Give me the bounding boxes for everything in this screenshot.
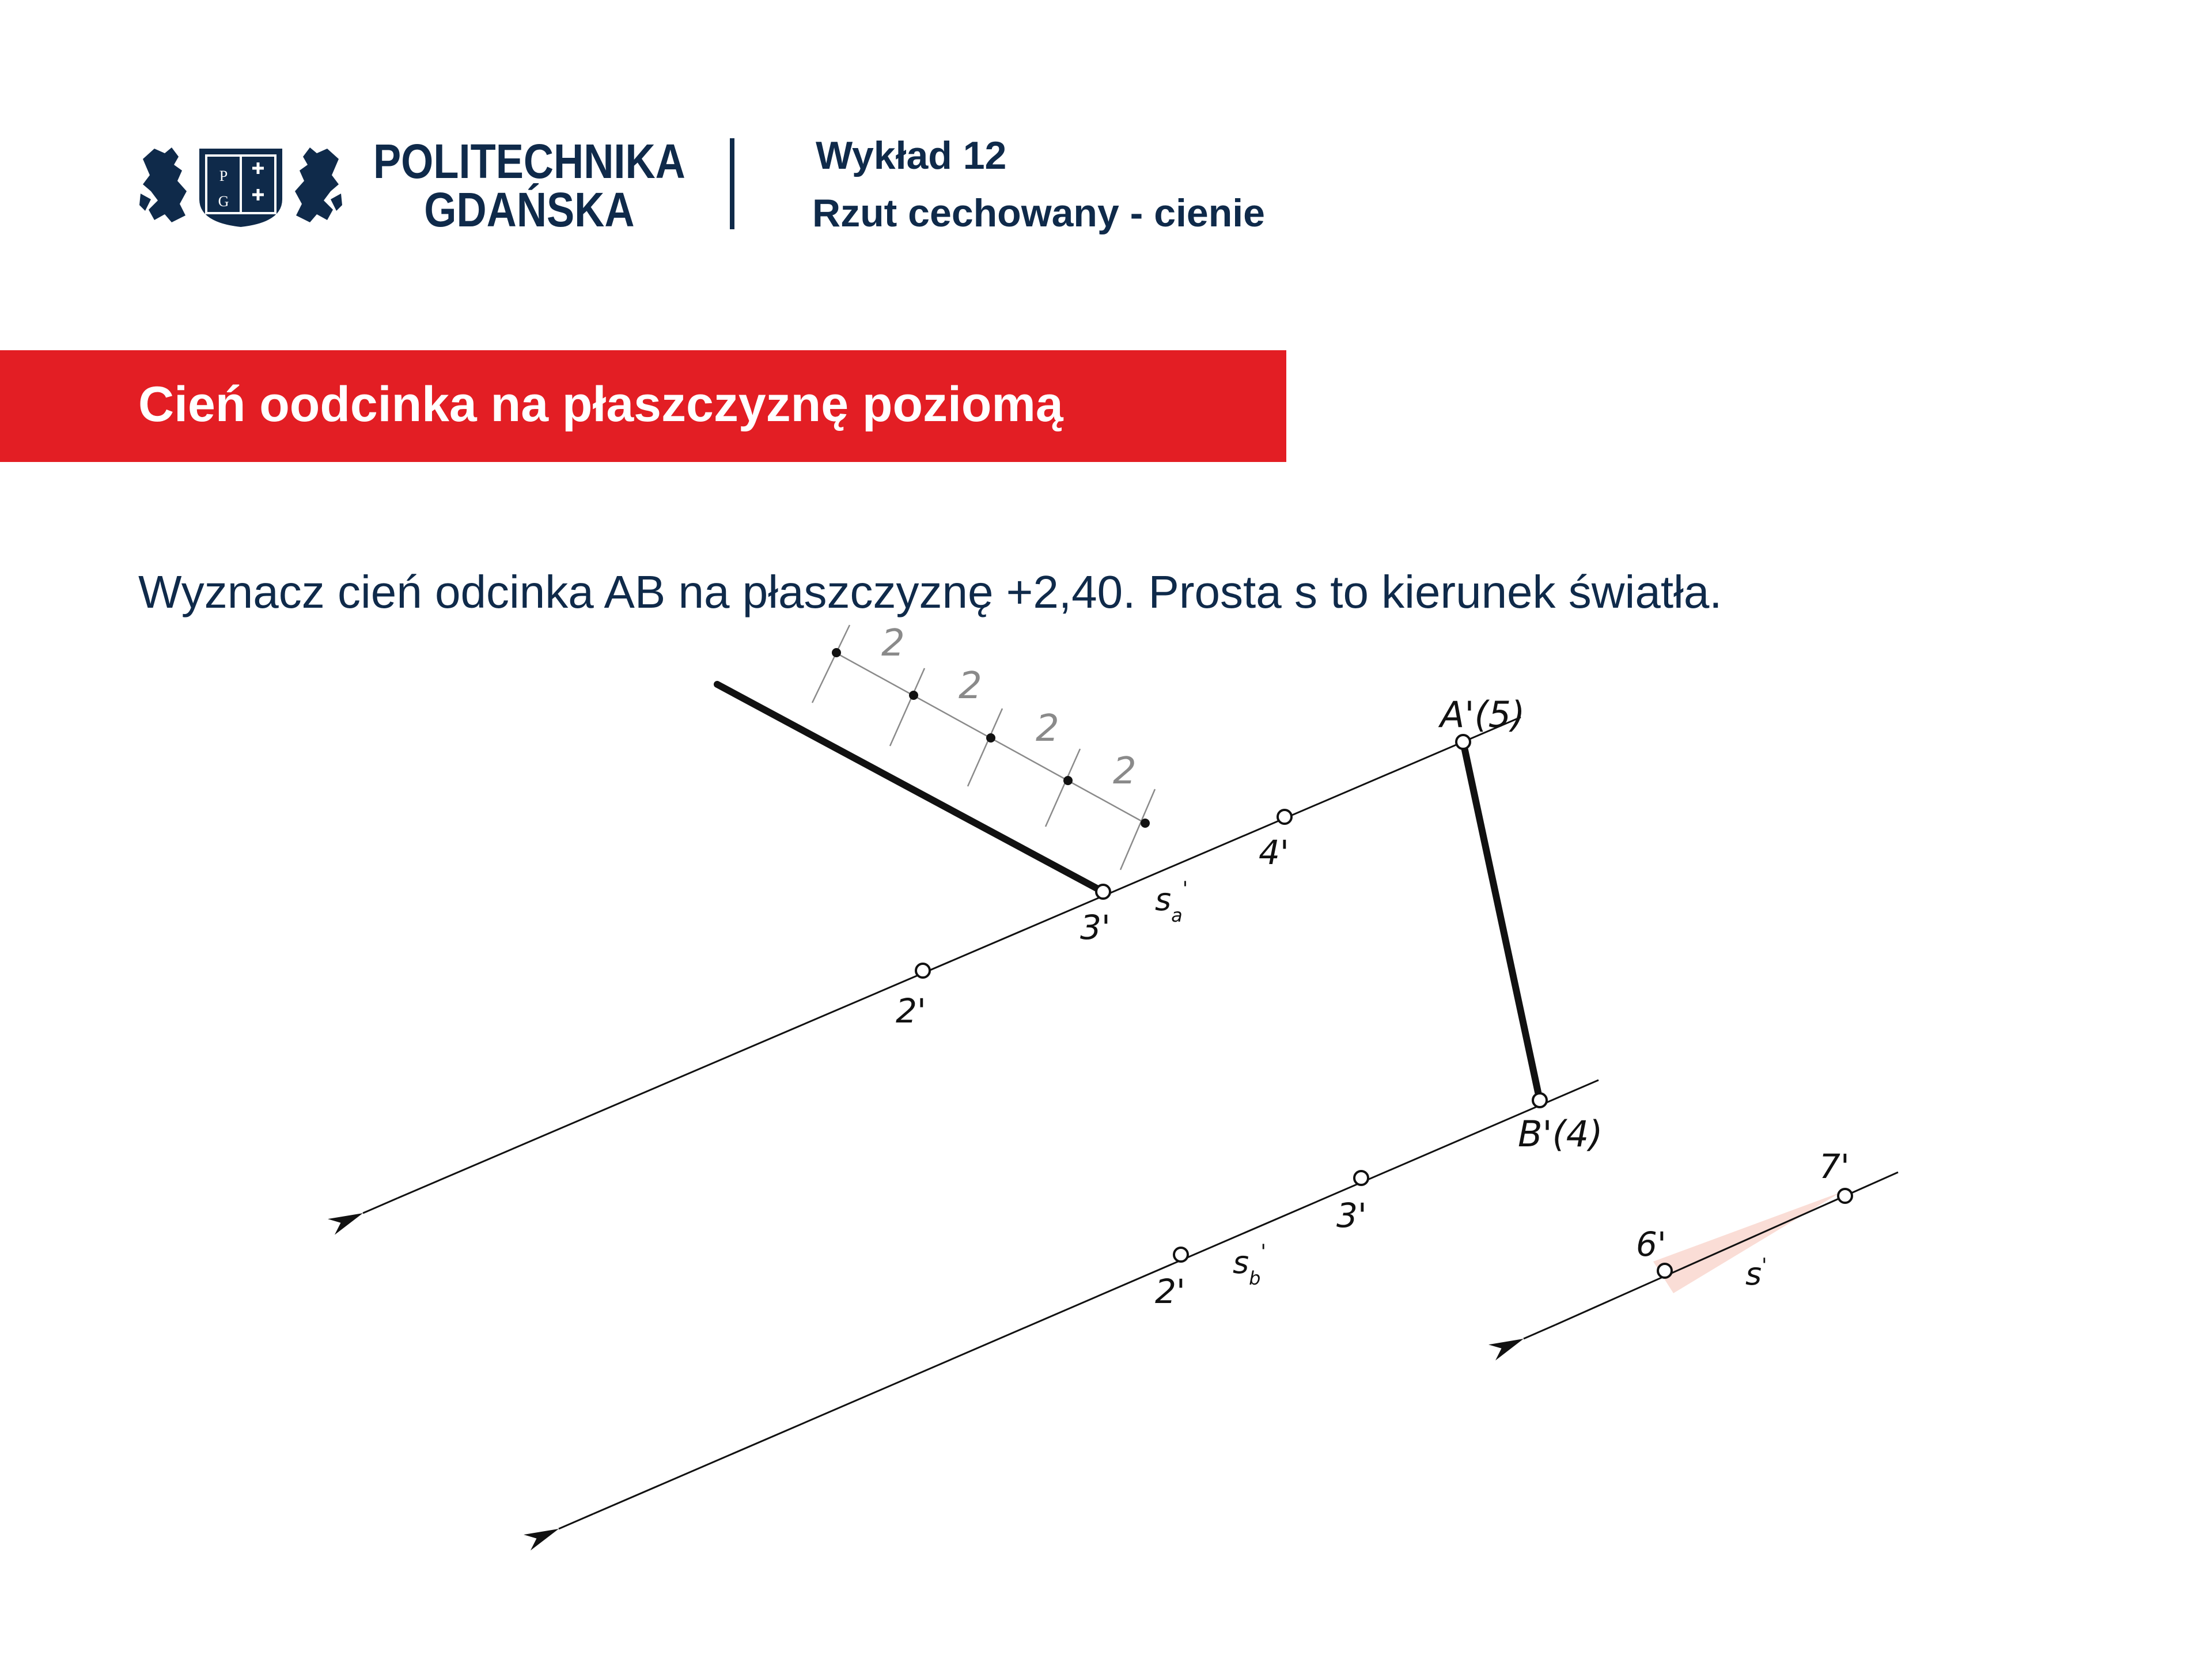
line-a-label-2: 2' bbox=[896, 991, 926, 1031]
line-b-point-2 bbox=[1174, 1248, 1188, 1262]
arrow-icon bbox=[363, 1198, 397, 1213]
brand-line-1: POLITECHNIKA bbox=[373, 134, 685, 188]
scale-label: 2 bbox=[1113, 750, 1137, 793]
line-b-label-2: 2' bbox=[1155, 1272, 1185, 1311]
scale-label: 2 bbox=[881, 622, 905, 665]
point-B bbox=[1533, 1093, 1547, 1107]
scale-point bbox=[909, 691, 918, 700]
scale-tick bbox=[1046, 749, 1080, 827]
shadow-line-a bbox=[363, 717, 1521, 1213]
svg-text:P: P bbox=[219, 168, 228, 184]
scale-label: 2 bbox=[1036, 707, 1059, 750]
shadow-line-b bbox=[559, 1080, 1603, 1529]
light-point-7 bbox=[1838, 1189, 1852, 1203]
scale-point bbox=[832, 648, 841, 657]
point-A-label: A'(5) bbox=[1440, 694, 1525, 736]
scale-tick bbox=[1120, 789, 1155, 870]
scale-point bbox=[1063, 776, 1073, 785]
svg-text:G: G bbox=[218, 193, 229, 210]
scale-tick bbox=[812, 625, 850, 703]
light-point-6 bbox=[1658, 1264, 1672, 1278]
light-name: s' bbox=[1745, 1254, 1767, 1292]
task-text: Wyznacz cień odcinka AB na płaszczyznę +2,40. Prosta s to kierunek światła. bbox=[138, 566, 1722, 618]
light-direction bbox=[1524, 1147, 1898, 1339]
line-a-point-4 bbox=[1278, 810, 1291, 824]
scale-point bbox=[1141, 819, 1150, 828]
graduation-scale bbox=[812, 622, 1155, 870]
line-a-label-3: 3' bbox=[1080, 908, 1111, 947]
line-a-name: $s_a'$ bbox=[1155, 877, 1188, 926]
point-A bbox=[1456, 735, 1470, 749]
lecture-number: Wykład 12 bbox=[816, 134, 1007, 177]
line-b-point-3 bbox=[1354, 1171, 1368, 1185]
scale-point bbox=[986, 733, 995, 743]
segment-AB bbox=[1463, 742, 1540, 1100]
line-b-label-3: 3' bbox=[1336, 1196, 1367, 1235]
arrow-icon bbox=[559, 1514, 593, 1529]
point-B-label: B'(4) bbox=[1518, 1113, 1603, 1155]
scale-tick bbox=[968, 709, 1002, 786]
scale-tick bbox=[890, 668, 925, 746]
line-a-point-2 bbox=[916, 964, 930, 978]
lecture-subject: Rzut cechowany - cienie bbox=[812, 191, 1265, 235]
light-label-7: 7' bbox=[1819, 1147, 1850, 1186]
light-label-6: 6' bbox=[1636, 1225, 1666, 1264]
scale-label: 2 bbox=[959, 665, 982, 707]
arrow-icon bbox=[1524, 1325, 1555, 1339]
slide-title: Cień oodcinka na płaszczyznę poziomą bbox=[138, 377, 1063, 432]
brand-line-2: GDAŃSKA bbox=[424, 183, 635, 237]
line-a-point-3 bbox=[1096, 885, 1110, 899]
line-a-label-4: 4' bbox=[1259, 833, 1289, 872]
line-b-name: $s_b'$ bbox=[1233, 1240, 1266, 1289]
